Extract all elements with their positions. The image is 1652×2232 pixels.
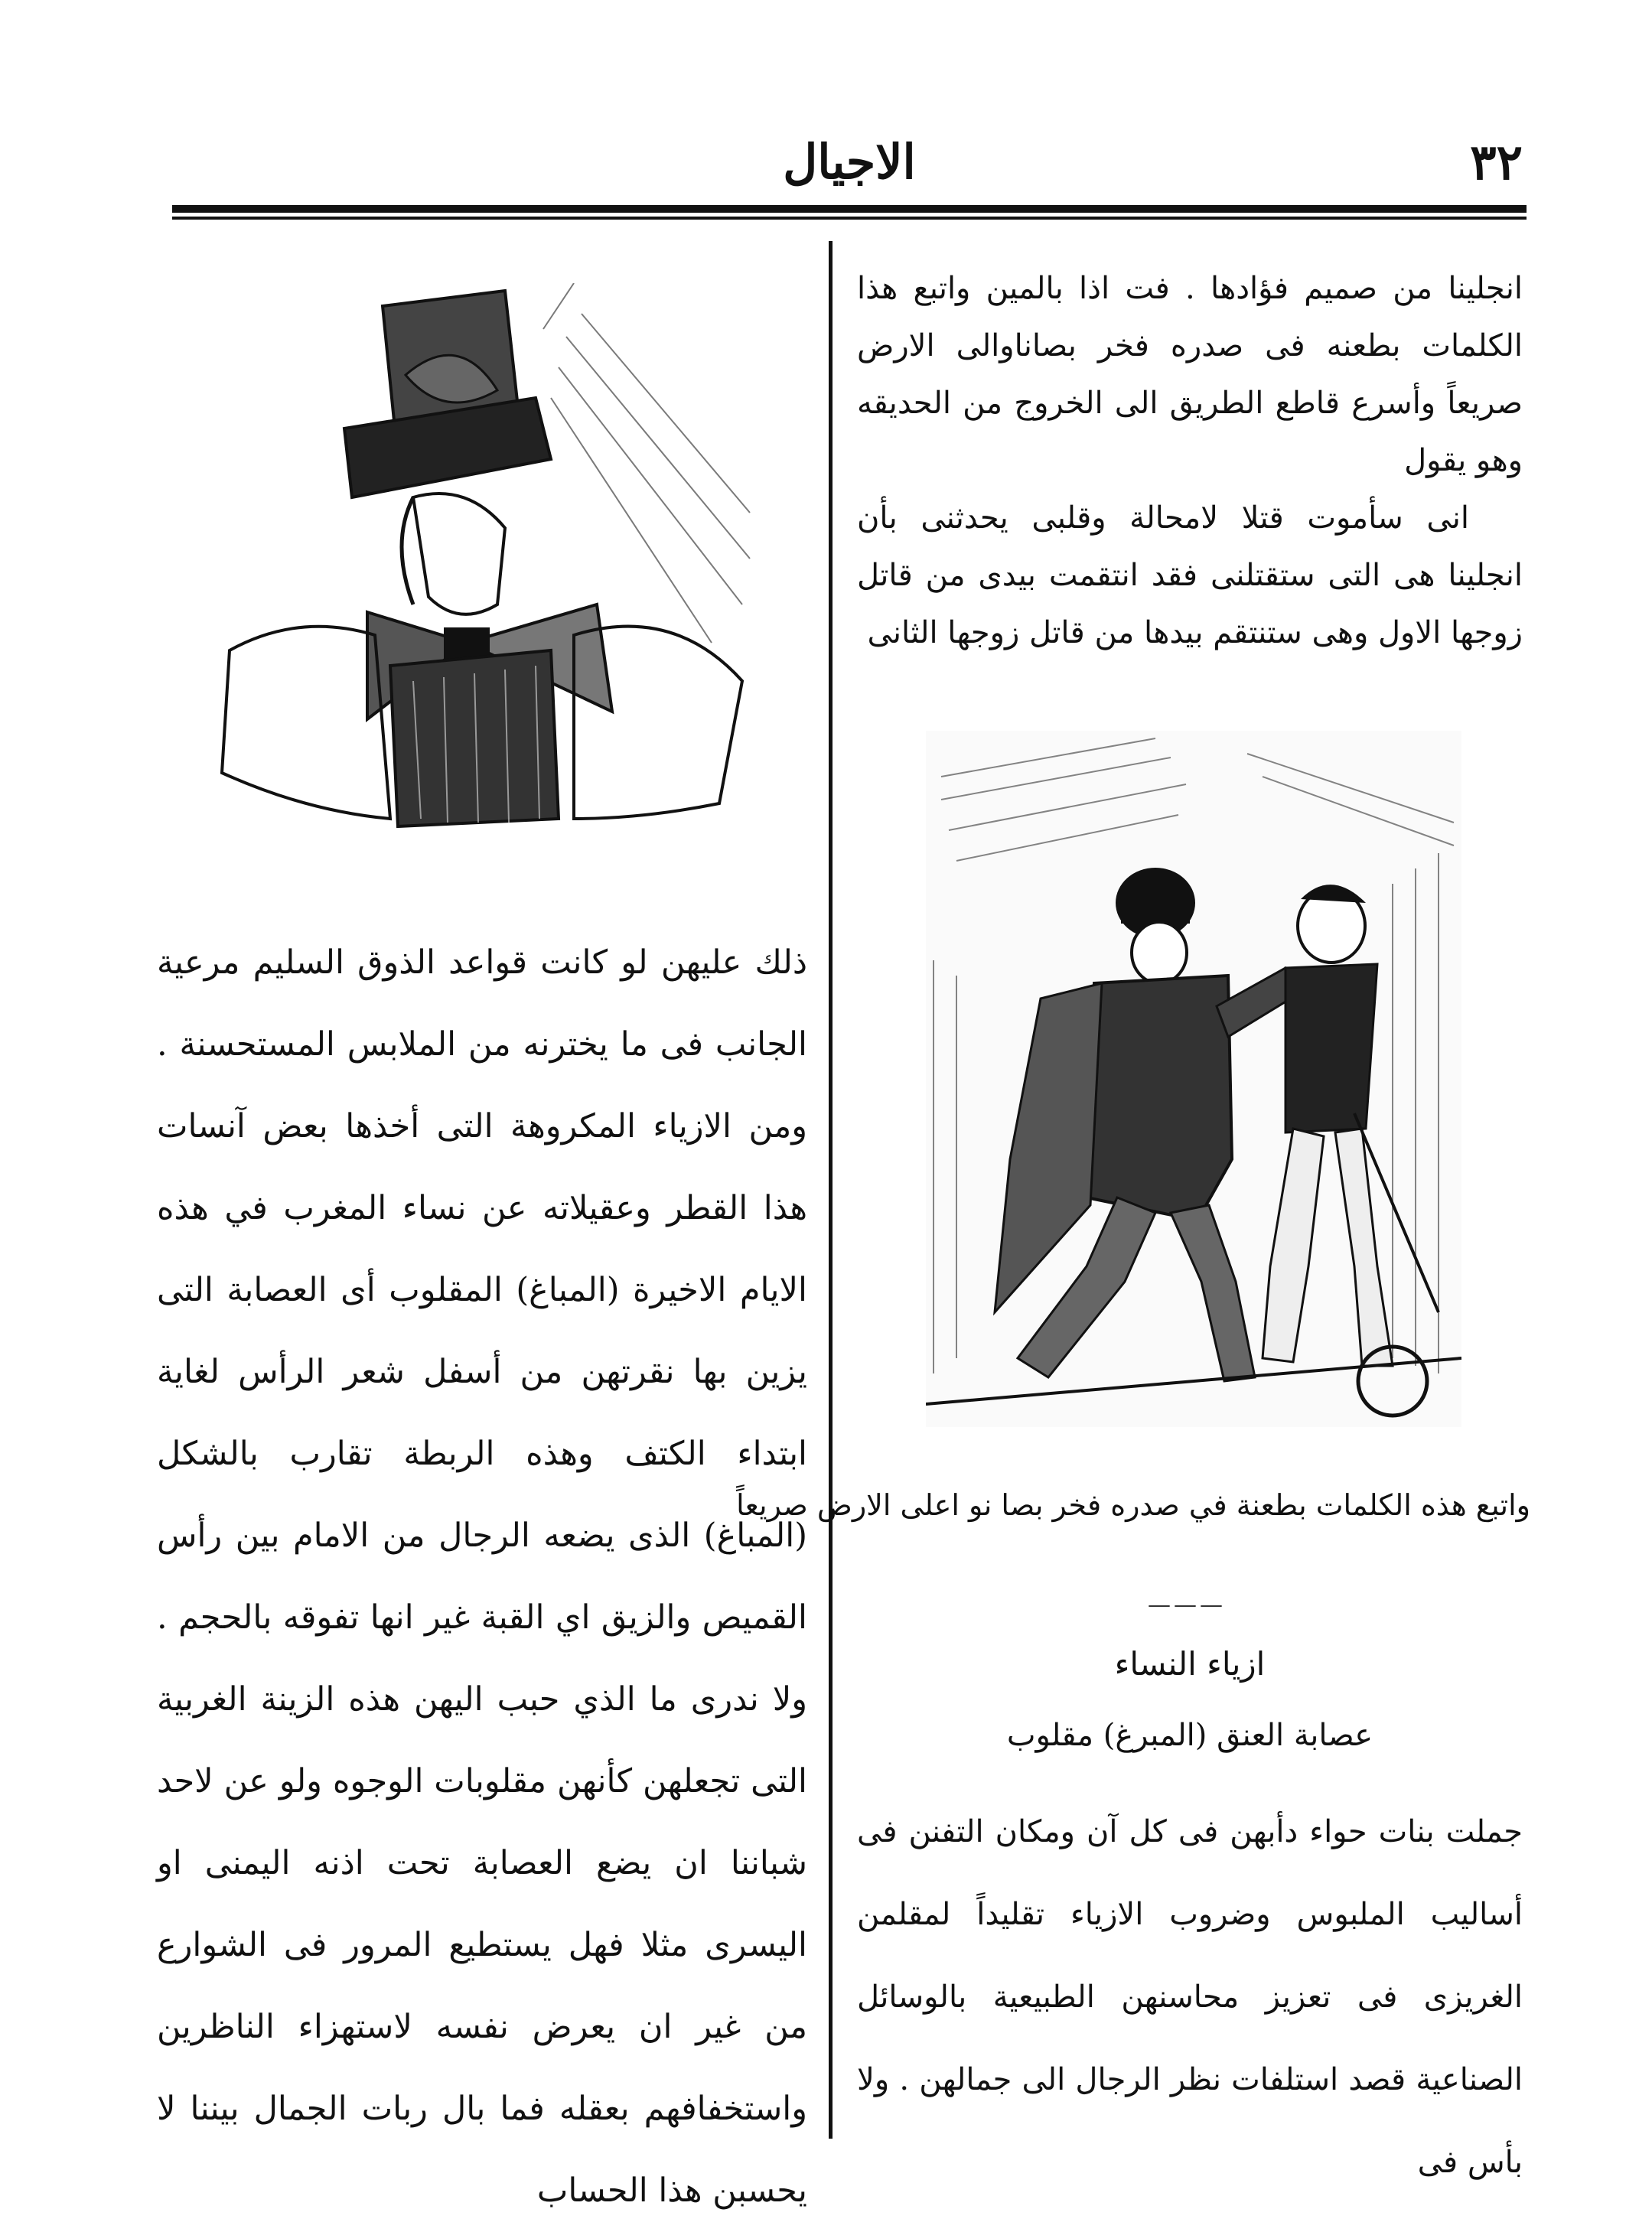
section-ornament: ———: [1148, 1592, 1226, 1618]
illustration-fight: [926, 731, 1461, 1427]
story-paragraph: انجلينا من صميم فؤادها . فت اذا بالمين واتبع هذا الكلمات بطعنه فى صدره فخر بصاناوالى الارض صريعاً وأسرع قاطع الطريق الى الخروج من الحديقه وهو يقول: [857, 271, 1523, 478]
left-column-article: [157, 922, 807, 2232]
section-subtitle: عصابة العنق (المبرغ) مقلوب: [1006, 1718, 1373, 1753]
fight-engraving: [926, 731, 1461, 1427]
right-column-story: [857, 260, 1523, 662]
section-title: ازياء النساء: [1114, 1645, 1266, 1683]
article-paragraph: ذلك عليهن لو كانت قواعد الذوق السليم مرعية الجانب فى ما يخترنه من الملابس المستحسنة . ومن الازياء المكروهة التى أخذها بعض آنسات هذا القطر وعقيلاته عن نساء المغرب في هذه الايام الاخيرة (المباغ) المقلوب أى العصابة التى يزين بها نقرتهن من أسفل شعر الرأس لغاية ابتداء الكتف وهذه الربطة تقارب بالشكل (المباغ) الذى يضعه الرجال من الامام بين رأس القميص والزيق اي القبة غير انها تفوقه بالحجم . ولا ندرى ما الذي حبب اليهن هذه الزينة الغربية التى تجعلهن كأنهن مقلوبات الوجوه ولو عن لاحد شباننا ان يضع العصابة تحت اذنه اليمنى او اليسرى مثلا فهل يستطيع المرور فى الشوارع من غير ان يعرض نفسه لاستهزاء الناظرين واستخفافهم بعقله فما بال ربات الجمال بيننا لا يحسبن هذا الحساب: [157, 943, 807, 2210]
figure-caption: واتبع هذه الكلمات بطعنة في صدره فخر بصا نو اعلى الارض صريعاً: [736, 1488, 1530, 1522]
page-number: ٣٢: [1470, 134, 1523, 191]
running-title: الاجيال: [783, 134, 916, 190]
woman-engraving: [214, 283, 769, 842]
right-column-article: [857, 1790, 1523, 2204]
header-rule-thick: [172, 205, 1527, 213]
header-rule-thin: [172, 217, 1527, 220]
column-divider: [829, 241, 833, 2139]
article-paragraph: جملت بنات حواء دأبهن فى كل آن ومكان التفنن فى أساليب الملبوس وضروب الازياء تقليداً لمقلمن الغريزى فى تعزيز محاسنهن الطبيعية بالوسائل الصناعية قصد استلفات نظر الرجال الى جمالهن . ولا بأس فى: [857, 1814, 1523, 2180]
illustration-woman-bow: [214, 283, 769, 842]
story-paragraph: انى سأموت قتلا لامحالة وقلبى يحدثنى بأن انجلينا هى التى ستقتلنى فقد انتقمت بيدى من قاتل زوجها الاول وهى ستنتقم بيدها من قاتل زوجها الثانى: [857, 500, 1523, 650]
